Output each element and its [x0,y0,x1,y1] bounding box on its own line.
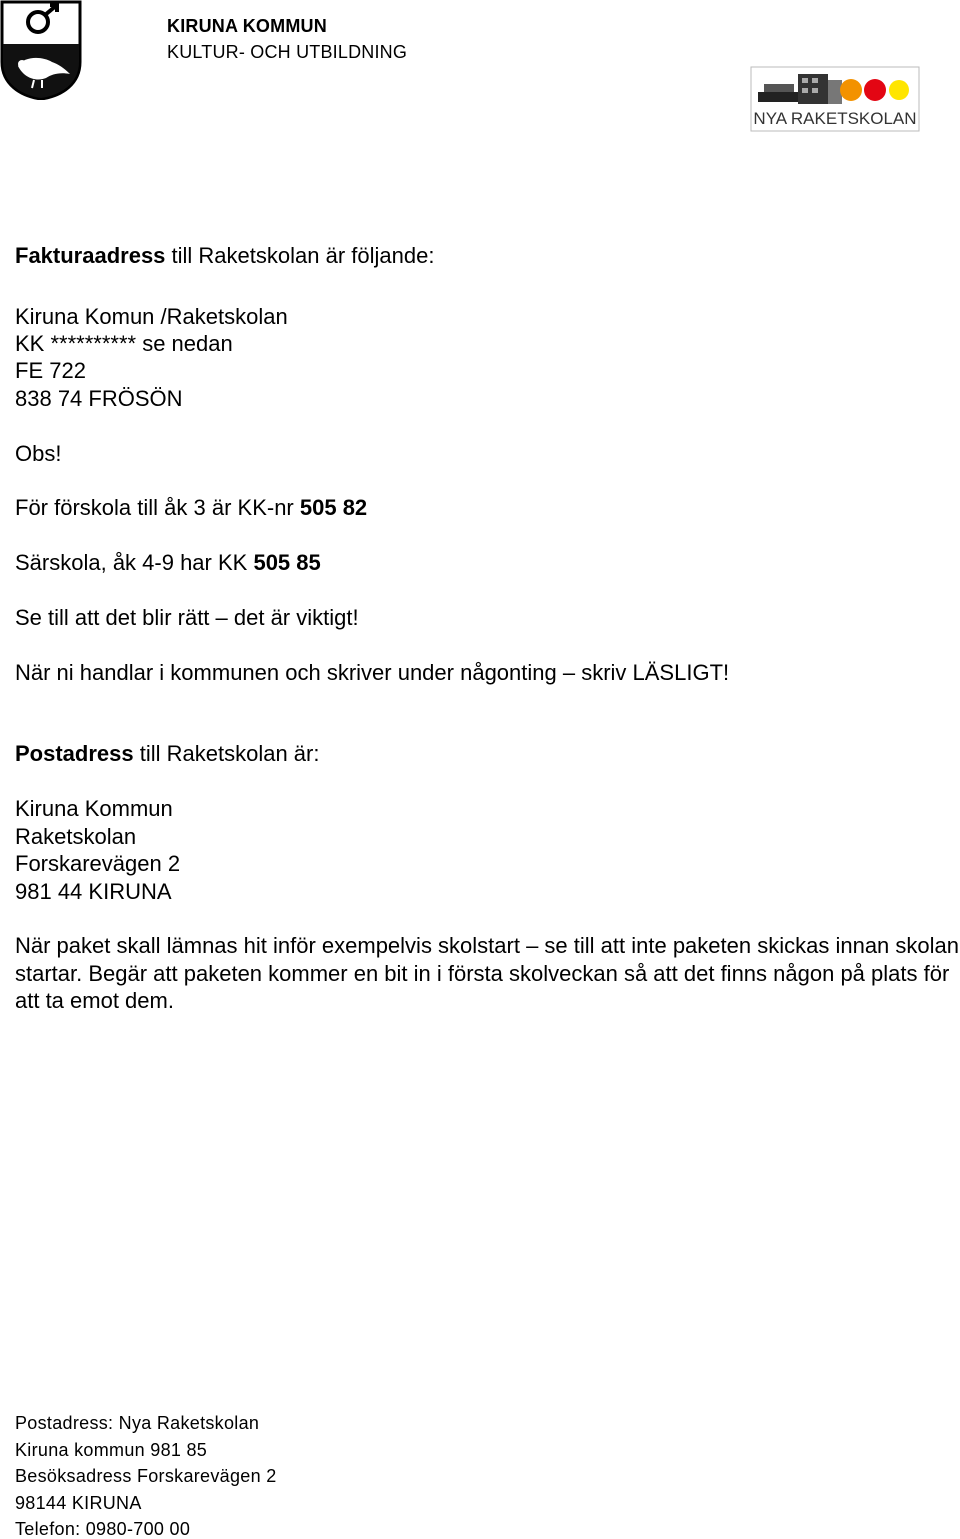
footer-line: 98144 KIRUNA [15,1493,142,1513]
sarskola-kk-line [15,549,321,576]
postal-heading [15,740,319,767]
forskola-kk-number: 505 82 [299,495,368,520]
sarskola-text: Särskola, åk 4-9 har KK [15,550,254,575]
postal-heading-rest: till Raketskolan är: [133,741,320,766]
forskola-text: För förskola till åk 3 är KK-nr [15,495,300,520]
invoice-heading-bold: Fakturaadress [15,243,166,268]
invoice-heading [15,242,434,269]
postal-address-line: Kiruna Kommun [15,796,173,821]
footer-line: Kiruna kommun 981 85 [15,1440,208,1460]
postal-heading-bold: Postadress [15,741,134,766]
sarskola-kk-number: 505 85 [253,550,321,575]
legible-note: När ni handlar i kommunen och skriver under någonting – skriv LÄSLIGT! [15,660,730,685]
kiruna-crest-logo [0,0,82,100]
footer-line: Telefon: 0980-700 00 [15,1519,191,1539]
invoice-address-line: Kiruna Komun /Raketskolan [15,304,288,329]
invoice-heading-rest: till Raketskolan är följande: [165,243,435,268]
forskola-kk-line [15,494,367,521]
postal-address-line: Raketskolan [15,824,137,849]
postal-address-line: 981 44 KIRUNA [15,879,172,904]
department-name: KULTUR- OCH UTBILDNING [167,42,408,62]
package-note: När paket skall lämnas hit inför exempelvis skolstart – se till att inte paketen skickas innan skolan startar. Begär att paketen kommer en bit in i första skolveckan så att det finns någon på plats för att ta emot dem. [15,933,959,1013]
invoice-address-line: 838 74 FRÖSÖN [15,386,183,411]
footer-line: Besöksadress Forskarevägen 2 [15,1466,277,1486]
invoice-address-line: FE 722 [15,358,86,383]
obs-label: Obs! [15,441,62,466]
nya-raketskolan-logo [750,66,920,132]
footer-line: Postadress: Nya Raketskolan [15,1413,260,1433]
postal-address-line: Forskarevägen 2 [15,851,181,876]
invoice-address-line: KK ********** se nedan [15,331,233,356]
organization-name: KIRUNA KOMMUN [167,16,327,36]
important-note: Se till att det blir rätt – det är viktigt! [15,605,359,630]
logo-text: NYA RAKETSKOLAN [753,109,917,128]
